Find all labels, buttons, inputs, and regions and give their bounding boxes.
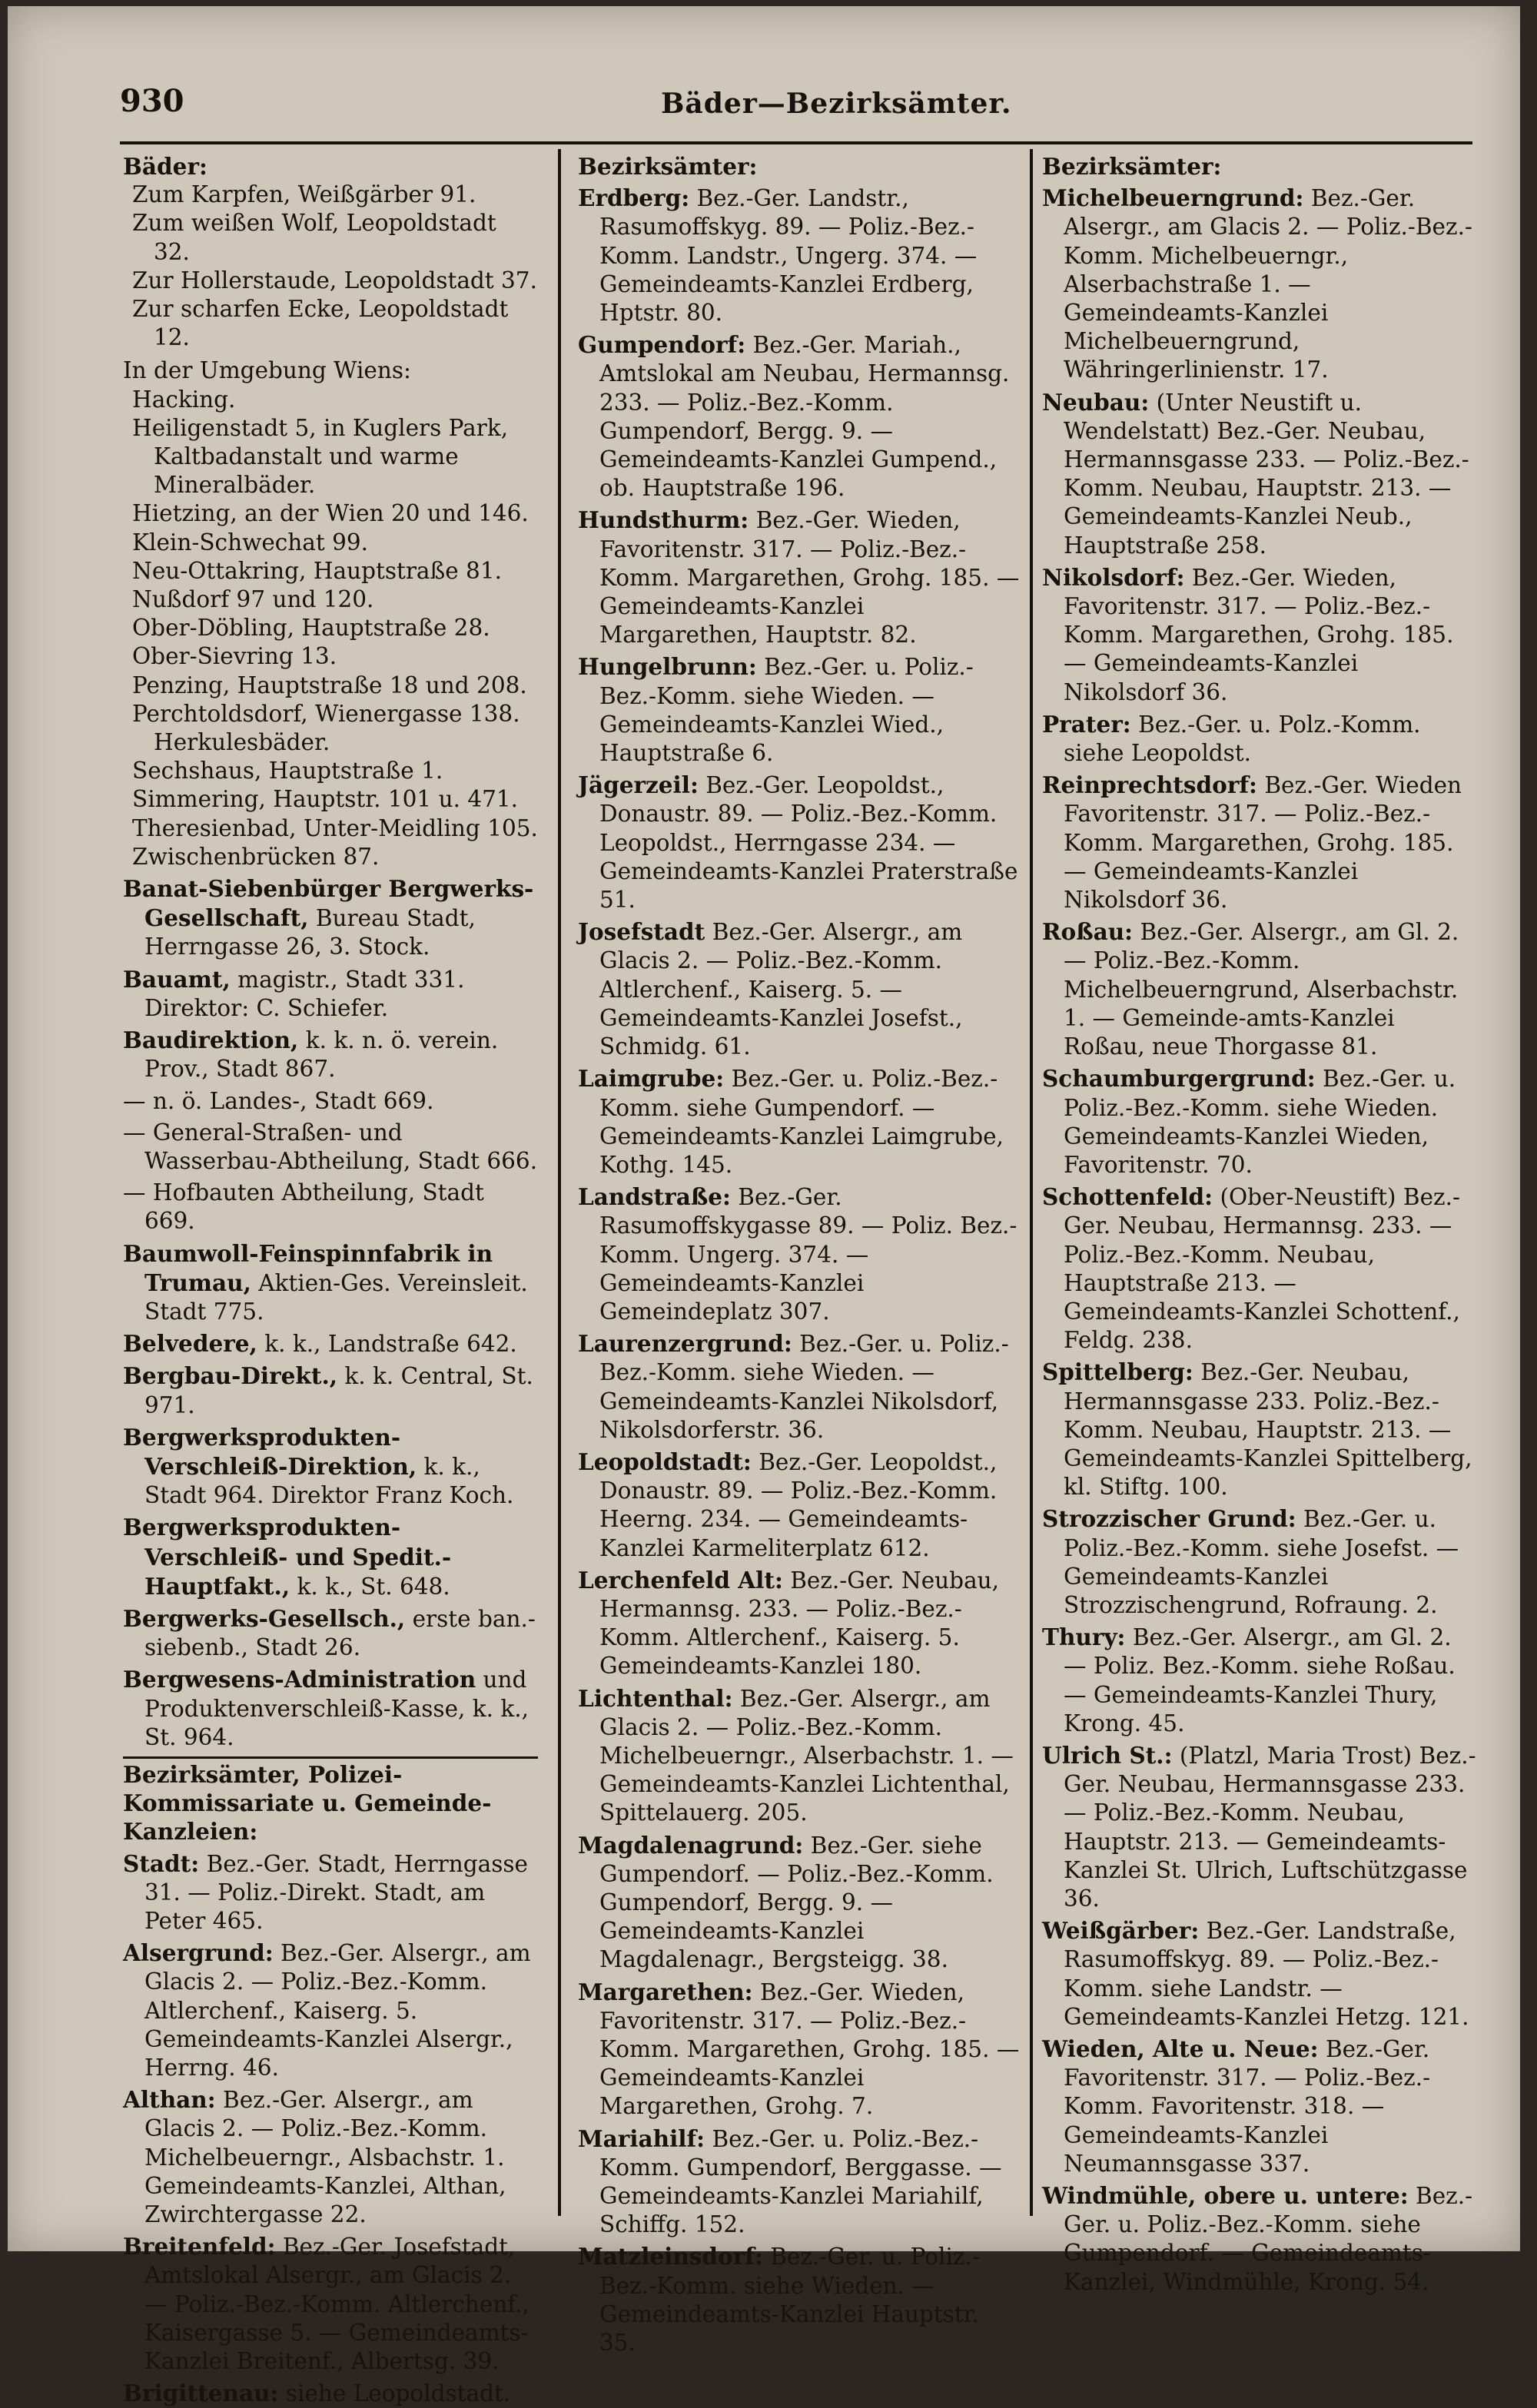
- entry-head: Reinprechtsdorf:: [1042, 771, 1257, 799]
- entry-text: Bez.-Ger. Wieden, Favoritenstr. 317. — Poliz.-Bez.-Komm. Margarethen, Grohg. 185. — Gemeindeamts-Kanzlei Nikolsdorf 36.: [1064, 564, 1454, 705]
- bezirksaemter-section-heading: Bezirksämter, Polizei-Kommissariate u. Gemeinde-Kanzleien:: [123, 1756, 538, 1846]
- bath-item: Zwischenbrücken 87.: [132, 843, 380, 870]
- entry-head: Banat-Siebenbürger Bergwerks-Gesellschaft,: [123, 875, 534, 932]
- entry-text: Bez.-Ger. Alsergr., am Glacis 2. — Poliz.-Bez.-Komm. Michelbeuerngr., Alserbachstr. 1. — Gemeindeamts-Kanzlei Lichtenthal, Spittelauerg. 205.: [599, 1685, 1014, 1826]
- entry-head: Laimgrube:: [578, 1065, 725, 1093]
- entry-text: (Ober-Neustift) Bez.-Ger. Neubau, Hermannsg. 233. — Poliz.-Bez.-Komm. Neubau, Hauptstraße 213. — Gemeindeamts-Kanzlei Schottenf., Feldg. 238.: [1064, 1184, 1460, 1354]
- directory-entry: [1042, 1064, 1477, 1179]
- entry-text: Bez.-Ger. u. Poliz.-Bez.-Komm. siehe Wieden. Gemeindeamts-Kanzlei Wieden, Favoritenstr. 70.: [1064, 1066, 1456, 1178]
- entry-head: Leopoldstadt:: [578, 1448, 752, 1475]
- directory-entry: [578, 917, 1021, 1061]
- entry-head: Wieden, Alte u. Neue:: [1042, 2035, 1319, 2062]
- entry-text: Bez.-Ger. Alsergr., am Gl. 2. — Poliz. Bez.-Komm. siehe Roßau. — Gemeindeamts-Kanzlei Thury, Krong. 45.: [1064, 1624, 1456, 1736]
- directory-entry: [578, 1978, 1021, 2121]
- bath-item: Theresienbad, Unter-Meidling 105.: [132, 814, 538, 841]
- entry-head: Laurenzergrund:: [578, 1330, 792, 1358]
- entry-text: Bureau Stadt, Herrngasse 26, 3. Stock.: [144, 905, 476, 960]
- directory-entry: [578, 2124, 1021, 2240]
- entry-text: Bez.-Ger. Josefstadt, Amtslokal Alsergr., am Glacis 2. — Poliz.-Bez.-Komm. Altlerchenf., Kaisergasse 5. — Gemeindeamts-Kanzlei Breitenf., Albertsg. 39.: [144, 2234, 529, 2375]
- directory-entry: [123, 1939, 538, 2082]
- directory-entry: [1042, 1504, 1477, 1620]
- entry-head: Josefstadt: [578, 918, 705, 946]
- directory-entry: [123, 874, 538, 962]
- directory-entry: [578, 1182, 1021, 1326]
- entry-head: Stadt:: [123, 1849, 200, 1877]
- entry-head: Lichtenthal:: [578, 1684, 733, 1712]
- col3-districts: [1042, 184, 1477, 2297]
- entry-text: Bez.-Ger. Alsergr., am Glacis 2. — Poliz.-Bez.-Komm. Altlerchenf., Kaiserg. 5. Gemeindeamts-Kanzlei Alsergr., Herrng. 46.: [144, 1940, 531, 2081]
- col2-districts: [578, 184, 1021, 2357]
- entry-text: Bez.-Ger. Landstraße, Rasumoffskyg. 89. — Poliz.-Bez.-Komm. siehe Landstr. — Gemeindeamts-Kanzlei Hetzg. 121.: [1064, 1918, 1469, 2030]
- entry-head: Breitenfeld:: [123, 2233, 276, 2260]
- directory-entry: [123, 1179, 538, 1236]
- entry-text: Bez.-Ger. Mariah., Amtslokal am Neubau, Hermannsg. 233. — Poliz.-Bez.-Komm. Gumpendorf, Bergg. 9. — Gemeindeamts-Kanzlei Gumpend., ob. Hauptstraße 196.: [599, 332, 1010, 502]
- directory-entry: [123, 1423, 538, 1511]
- bath-item: Hietzing, an der Wien 20 und 146.: [132, 500, 529, 527]
- directory-entry: [1042, 2035, 1477, 2178]
- entry-head: Baudirektion,: [123, 1027, 299, 1054]
- directory-entry: [1042, 563, 1477, 707]
- entry-text: k. k., Landstraße 642.: [264, 1331, 517, 1358]
- directory-entry: [123, 1239, 538, 1327]
- entry-text: — Hofbauten Abtheilung, Stadt 669.: [123, 1179, 484, 1235]
- entry-text: k. k. Central, St. 971.: [144, 1363, 533, 1418]
- col1-entries: [123, 874, 538, 1752]
- directory-entry: [123, 1849, 538, 1936]
- entry-text: Bez.-Ger. siehe Gumpendorf. — Poliz.-Bez.-Komm. Gumpendorf, Bergg. 9. — Gemeindeamts-Kanzlei Magdalenagr., Bergsteigg. 38.: [599, 1832, 994, 1973]
- entry-text: Bez.-Ger. u. Poliz.-Bez.-Komm. siehe Josefst. — Gemeindeamts-Kanzlei Strozzischengrund, Rofraung. 2.: [1064, 1506, 1459, 1618]
- page-number: 930: [120, 83, 184, 119]
- entry-text: Aktien-Ges. Vereinsleit. Stadt 775.: [144, 1269, 528, 1325]
- directory-entry: [123, 1087, 538, 1116]
- entry-head: Matzleinsdorf:: [578, 2243, 763, 2270]
- entry-text: Bez.-Ger. Leopoldst., Donaustr. 89. — Poliz.-Bez.-Komm. Leopoldst., Herrngasse 234. — Gemeindeamts-Kanzlei Praterstraße 51.: [599, 772, 1018, 914]
- entry-head: Gumpendorf:: [578, 331, 746, 359]
- column-2: [578, 152, 1021, 2357]
- directory-entry: [123, 965, 538, 1023]
- directory-entry: [578, 1566, 1021, 1681]
- entry-head: Landstraße:: [578, 1183, 731, 1211]
- entry-head: Bergbau-Direkt.,: [123, 1362, 338, 1390]
- col1-districts: [123, 1849, 538, 2408]
- entry-head: Thury:: [1042, 1624, 1126, 1651]
- entry-head: Magdalenagrund:: [578, 1831, 804, 1859]
- directory-entry: [123, 2379, 538, 2408]
- entry-head: Alsergrund:: [123, 1939, 274, 1967]
- entry-head: Jägerzeil:: [578, 771, 699, 799]
- baeder-list: [123, 181, 538, 352]
- directory-entry: [1042, 1358, 1477, 1501]
- column-3: [1042, 152, 1477, 2297]
- entry-head: Althan:: [123, 2086, 216, 2114]
- entry-head: Mariahilf:: [578, 2124, 705, 2152]
- entry-text: — General-Straßen- und Wasserbau-Abtheilung, Stadt 666.: [123, 1119, 538, 1174]
- book-page: [8, 6, 1520, 2407]
- col3-heading: Bezirksämter:: [1042, 153, 1222, 180]
- entry-text: Bez.-Ger. u. Polz.-Komm. siehe Leopoldst.: [1064, 711, 1421, 767]
- directory-entry: [1042, 1916, 1477, 2032]
- entry-head: Margarethen:: [578, 1978, 753, 2005]
- entry-text: Bez.-Ger. Stadt, Herrngasse 31. — Poliz.-Direkt. Stadt, am Peter 465.: [144, 1850, 528, 1934]
- entry-head: Schaumburgergrund:: [1042, 1065, 1316, 1093]
- entry-text: Bez.-Ger. Wieden Favoritenstr. 317. — Poliz.-Bez.-Komm. Margarethen, Grohg. 185. — Gemeindeamts-Kanzlei Nikolsdorf 36.: [1064, 772, 1462, 914]
- directory-entry: [123, 2085, 538, 2229]
- column-divider-2: [1030, 149, 1033, 2216]
- entry-text: Bez.-Ger. Wieden, Favoritenstr. 317. — Poliz.-Bez.-Komm. Margarethen, Grohg. 185. — Gemeindeamts-Kanzlei Margarethen, Grohg. 7.: [599, 1978, 1020, 2120]
- col2-heading: Bezirksämter:: [578, 153, 758, 180]
- bath-item: Hacking.: [132, 386, 236, 413]
- bath-item: Zur Hollerstaude, Leopoldstadt 37.: [132, 267, 537, 294]
- entry-text: k. k. n. ö. verein. Prov., Stadt 867.: [144, 1027, 499, 1083]
- entry-head: Lerchenfeld Alt:: [578, 1566, 783, 1594]
- directory-entry: [1042, 2181, 1477, 2297]
- directory-entry: [123, 1026, 538, 1083]
- bath-item: Zum Karpfen, Weißgärber 91.: [132, 181, 476, 208]
- directory-entry: [1042, 710, 1477, 768]
- entry-head: Belvedere,: [123, 1330, 257, 1358]
- entry-text: — n. ö. Landes-, Stadt 669.: [123, 1087, 434, 1114]
- entry-text: Bez.-Ger. Leopoldst., Donaustr. 89. — Poliz.-Bez.-Komm. Heerng. 234. — Gemeindeamts-Kanzlei Karmeliterplatz 612.: [599, 1448, 998, 1561]
- bath-item: Simmering, Hauptstr. 101 u. 471.: [132, 786, 519, 813]
- directory-entry: [578, 506, 1021, 649]
- bath-item: Klein-Schwechat 99.: [132, 529, 369, 556]
- entry-head: Michelbeuerngrund:: [1042, 184, 1304, 212]
- bath-item: Ober-Sievring 13.: [132, 643, 337, 670]
- directory-entry: [1042, 917, 1477, 1061]
- directory-entry: [1042, 771, 1477, 914]
- entry-head: Hundsthurm:: [578, 506, 749, 534]
- bath-item: Penzing, Hauptstraße 18 und 208.: [132, 672, 527, 698]
- column-1: [123, 152, 538, 2408]
- entry-text: Bez.-Ger. Alsergr., am Gl. 2. — Poliz.-Bez.-Komm. Michelbeuerngrund, Alserbachstr. 1. — Gemeinde-amts-Kanzlei Roßau, neue Thorgasse 81.: [1064, 919, 1459, 1060]
- entry-head: Erdberg:: [578, 184, 690, 212]
- entry-head: Weißgärber:: [1042, 1917, 1200, 1945]
- entry-head: Nikolsdorf:: [1042, 563, 1185, 591]
- entry-head: Windmühle, obere u. untere:: [1042, 2182, 1409, 2210]
- entry-head: Neubau:: [1042, 388, 1150, 416]
- entry-head: Bergwerks-Gesellsch.,: [123, 1604, 406, 1632]
- entry-head: Bergwerksprodukten-Verschleiß-Direktion,: [123, 1423, 417, 1480]
- entry-text: Bez.-Ger. Alsergr., am Glacis 2. — Poliz.-Bez.-Komm. Michelbeuerngr., Alserbachstraße 1. — Gemeindeamts-Kanzlei Michelbeuerngrund, Währingerlinienstr. 17.: [1064, 185, 1472, 383]
- directory-entry: [578, 1064, 1021, 1179]
- directory-entry: [578, 771, 1021, 914]
- bath-item: Heiligenstadt 5, in Kuglers Park, Kaltbadanstalt und warme Mineralbäder.: [132, 414, 509, 499]
- directory-entry: [123, 1329, 538, 1358]
- directory-entry: [1042, 1623, 1477, 1738]
- directory-entry: [578, 1684, 1021, 1828]
- directory-entry: [578, 1448, 1021, 1563]
- entry-text: Bez.-Ger. u. Poliz.-Bez.-Komm. siehe Wieden. — Gemeindeamts-Kanzlei Nikolsdorf, Nikolsdorferstr. 36.: [599, 1331, 1009, 1443]
- directory-entry: [1042, 388, 1477, 560]
- directory-entry: [1042, 1182, 1477, 1355]
- directory-entry: [578, 652, 1021, 768]
- entry-text: und Produktenverschleiß-Kasse, k. k., St. 964.: [144, 1667, 529, 1750]
- directory-entry: [123, 1362, 538, 1419]
- bath-item: Zum weißen Wolf, Leopoldstadt 32.: [132, 210, 496, 265]
- bath-item: Sechshaus, Hauptstraße 1.: [132, 758, 443, 784]
- entry-text: (Platzl, Maria Trost) Bez.-Ger. Neubau, Hermannsgasse 233. — Poliz.-Bez.-Komm. Neubau, Hauptstr. 213. — Gemeindeamts-Kanzlei St. Ulrich, Luftschützgasse 36.: [1064, 1742, 1476, 1912]
- entry-text: Bez.-Ger. u. Poliz.-Bez.-Komm. siehe Gumpendorf. — Gemeindeamts-Kanzlei, Windmühle, Krong. 54.: [1064, 2183, 1473, 2295]
- entry-text: (Unter Neustift u. Wendelstatt) Bez.-Ger. Neubau, Hermannsgasse 233. — Poliz.-Bez.-Komm. Neubau, Hauptstr. 213. — Gemeindeamts-Kanzlei Neub., Hauptstraße 258.: [1064, 389, 1469, 559]
- entry-text: Bez.-Ger. u. Poliz.-Bez.-Komm. Gumpendorf, Berggasse. — Gemeindeamts-Kanzlei Mariahilf, Schiffg. 152.: [599, 2125, 1002, 2238]
- entry-text: Bez.-Ger. Rasumoffskygasse 89. — Poliz. Bez.-Komm. Ungerg. 374. — Gemeindeamts-Kanzlei Gemeindeplatz 307.: [599, 1184, 1017, 1325]
- directory-entry: [123, 1513, 538, 1601]
- directory-entry: [123, 1604, 538, 1662]
- directory-entry: [1042, 184, 1477, 384]
- entry-text: Bez.-Ger. Alsergr., am Glacis 2. — Poliz.-Bez.-Komm. Altlerchenf., Kaiserg. 5. — Gemeindeamts-Kanzlei Josefst., Schmidg. 61.: [599, 919, 963, 1060]
- directory-entry: [123, 1665, 538, 1752]
- entry-head: Schottenfeld:: [1042, 1183, 1213, 1211]
- entry-text: Bez.-Ger. u. Poliz.-Bez.-Komm. siehe Wieden. — Gemeindeamts-Kanzlei Hauptstr. 35.: [599, 2244, 980, 2357]
- directory-entry: [123, 2232, 538, 2376]
- entry-head: Roßau:: [1042, 918, 1134, 946]
- directory-entry: [123, 1119, 538, 1176]
- entry-head: Bergwerksprodukten-Verschleiß- und Spedit.-Hauptfakt.,: [123, 1514, 452, 1600]
- bath-item: Neu-Ottakring, Hauptstraße 81.: [132, 557, 502, 584]
- header-rule: [120, 141, 1472, 144]
- directory-entry: [1042, 1741, 1477, 1913]
- entry-text: Bez.-Ger. Alsergr., am Glacis 2. — Poliz.-Bez.-Komm. Michelbeuerngr., Alsbachstr. 1. Gemeindeamts-Kanzlei, Althan, Zwirchtergasse 22.: [144, 2087, 506, 2228]
- entry-head: Brigittenau:: [123, 2380, 279, 2407]
- entry-text: Bez.-Ger. Wieden, Favoritenstr. 317. — Poliz.-Bez.-Komm. Margarethen, Grohg. 185. — Gemeindeamts-Kanzlei Margarethen, Hauptstr. 82.: [599, 507, 1020, 648]
- entry-text: Bez.-Ger. u. Poliz.-Bez.-Komm. siehe Gumpendorf. — Gemeindeamts-Kanzlei Laimgrube, Kothg. 145.: [599, 1066, 1004, 1178]
- directory-entry: [578, 2242, 1021, 2357]
- entry-head: Bauamt,: [123, 965, 231, 993]
- entry-text: erste ban.-siebenb., Stadt 26.: [144, 1605, 536, 1661]
- bath-item: Nußdorf 97 und 120.: [132, 586, 374, 613]
- entry-text: k. k., St. 648.: [297, 1573, 450, 1600]
- column-divider-1: [558, 149, 561, 2216]
- entry-text: k. k., Stadt 964. Direktor Franz Koch.: [144, 1453, 514, 1509]
- entry-text: magistr., Stadt 331. Direktor: C. Schiefer.: [144, 966, 465, 1021]
- entry-text: Bez.-Ger. Neubau, Hermannsgasse 233. Poliz.-Bez.-Komm. Neubau, Hauptstr. 213. — Gemeindeamts-Kanzlei Spittelberg, kl. Stiftg. 100.: [1064, 1359, 1472, 1501]
- entry-head: Spittelberg:: [1042, 1358, 1193, 1386]
- bath-item: Perchtoldsdorf, Wienergasse 138. Herkulesbäder.: [132, 700, 520, 756]
- umgebung-heading: In der Umgebung Wiens:: [123, 357, 411, 384]
- baeder-heading: Bäder:: [123, 153, 207, 180]
- umgebung-list: [123, 386, 538, 871]
- entry-head: Strozzischer Grund:: [1042, 1505, 1296, 1533]
- directory-entry: [578, 330, 1021, 502]
- entry-head: Hungelbrunn:: [578, 653, 757, 681]
- directory-entry: [578, 184, 1021, 327]
- entry-text: Bez.-Ger. u. Poliz.-Bez.-Komm. siehe Wieden. — Gemeindeamts-Kanzlei Wied., Hauptstraße 6.: [599, 654, 974, 767]
- entry-head: Baumwoll-Feinspinnfabrik in Trumau,: [123, 1239, 493, 1296]
- bath-item: Zur scharfen Ecke, Leopoldstadt 12.: [132, 296, 509, 351]
- entry-head: Ulrich St.:: [1042, 1741, 1173, 1769]
- entry-head: Prater:: [1042, 710, 1131, 738]
- directory-entry: [578, 1329, 1021, 1444]
- entry-text: Bez.-Ger. Landstr., Rasumoffskyg. 89. — Poliz.-Bez.-Komm. Landstr., Ungerg. 374. — Gemeindeamts-Kanzlei Erdberg, Hptstr. 80.: [599, 185, 978, 327]
- entry-text: siehe Leopoldstadt.: [285, 2380, 511, 2407]
- directory-entry: [578, 1831, 1021, 1975]
- entry-text: Bez.-Ger. Neubau, Hermannsg. 233. — Poliz.-Bez.-Komm. Altlerchenf., Kaiserg. 5. Gemeindeamts-Kanzlei 180.: [599, 1567, 1000, 1680]
- bath-item: Ober-Döbling, Hauptstraße 28.: [132, 615, 490, 642]
- running-title: Bäder—Bezirksämter.: [661, 88, 1012, 120]
- entry-text: Bez.-Ger. Favoritenstr. 317. — Poliz.-Bez.-Komm. Favoritenstr. 318. — Gemeindeamts-Kanzlei Neumannsgasse 337.: [1064, 2036, 1431, 2177]
- entry-head: Bergwesens-Administration: [123, 1666, 476, 1693]
